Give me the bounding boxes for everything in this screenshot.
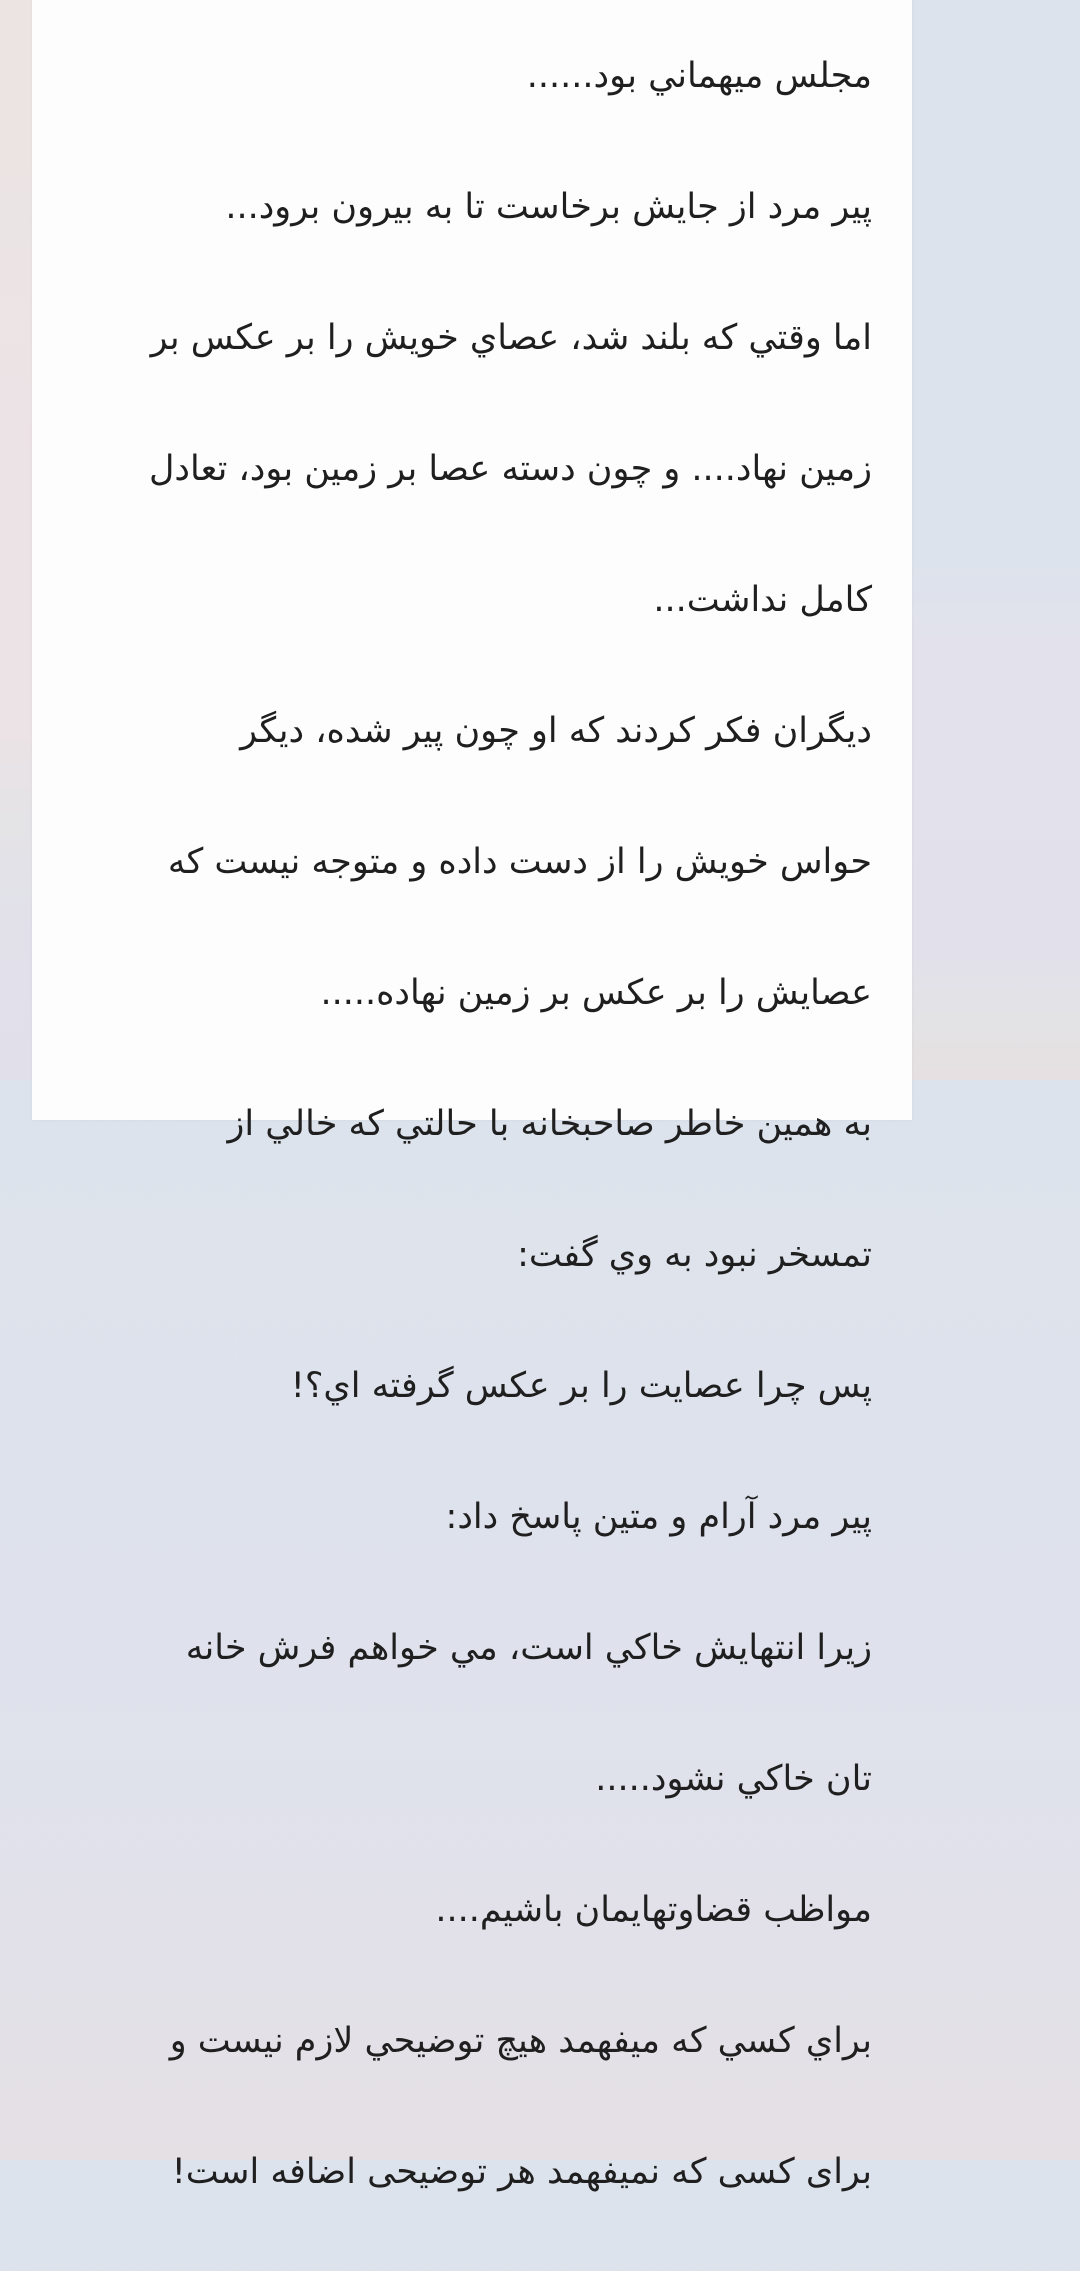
message-line: پير مرد از جايش برخاست تا به بيرون برود... bbox=[225, 186, 872, 227]
message-line: پير مرد آرام و متين پاسخ داد: bbox=[445, 1496, 872, 1537]
message-line: زيرا انتهايش خاكي است، مي خواهم فرش خانه bbox=[185, 1627, 872, 1668]
message-line: زمين نهاد.... و چون دسته عصا بر زمين بود، تعادل bbox=[149, 448, 872, 489]
message-line: پس چرا عصايت را بر عكس گرفته اي؟! bbox=[290, 1365, 872, 1406]
message-line: به همين خاطر صاحبخانه با حالتي كه خالي از bbox=[227, 1103, 872, 1144]
message-bubble[interactable] bbox=[32, 0, 912, 2192]
message-line: مواظب قضاوتهايمان باشيم.... bbox=[435, 1889, 872, 1930]
message-line: ديگران فكر كردند كه او چون پير شده، ديگر bbox=[240, 710, 872, 751]
message-line: حواس خويش را از دست داده و متوجه نيست كه bbox=[167, 841, 872, 882]
message-line: براي كسي كه ميفهمد هيچ توضيحي لازم نيست و bbox=[169, 2020, 872, 2061]
message-text bbox=[62, 0, 872, 2271]
chat-wallpaper-right bbox=[912, 0, 1080, 1080]
message-line: برای کسی که نمیفهمد هر توضیحی اضافه است! bbox=[171, 2151, 872, 2192]
message-line: اما وقتي كه بلند شد، عصاي خويش را بر عكس بر bbox=[150, 317, 872, 358]
message-line: تان خاكي نشود..... bbox=[595, 1758, 872, 1799]
message-line: تمسخر نبود به وي گفت: bbox=[517, 1234, 872, 1275]
message-line: عصايش را بر عكس بر زمين نهاده..... bbox=[320, 972, 872, 1013]
chat-wallpaper-left bbox=[0, 0, 32, 1080]
message-line: مجلس میهماني بود...... bbox=[526, 55, 872, 96]
message-line: كامل نداشت... bbox=[653, 579, 872, 620]
